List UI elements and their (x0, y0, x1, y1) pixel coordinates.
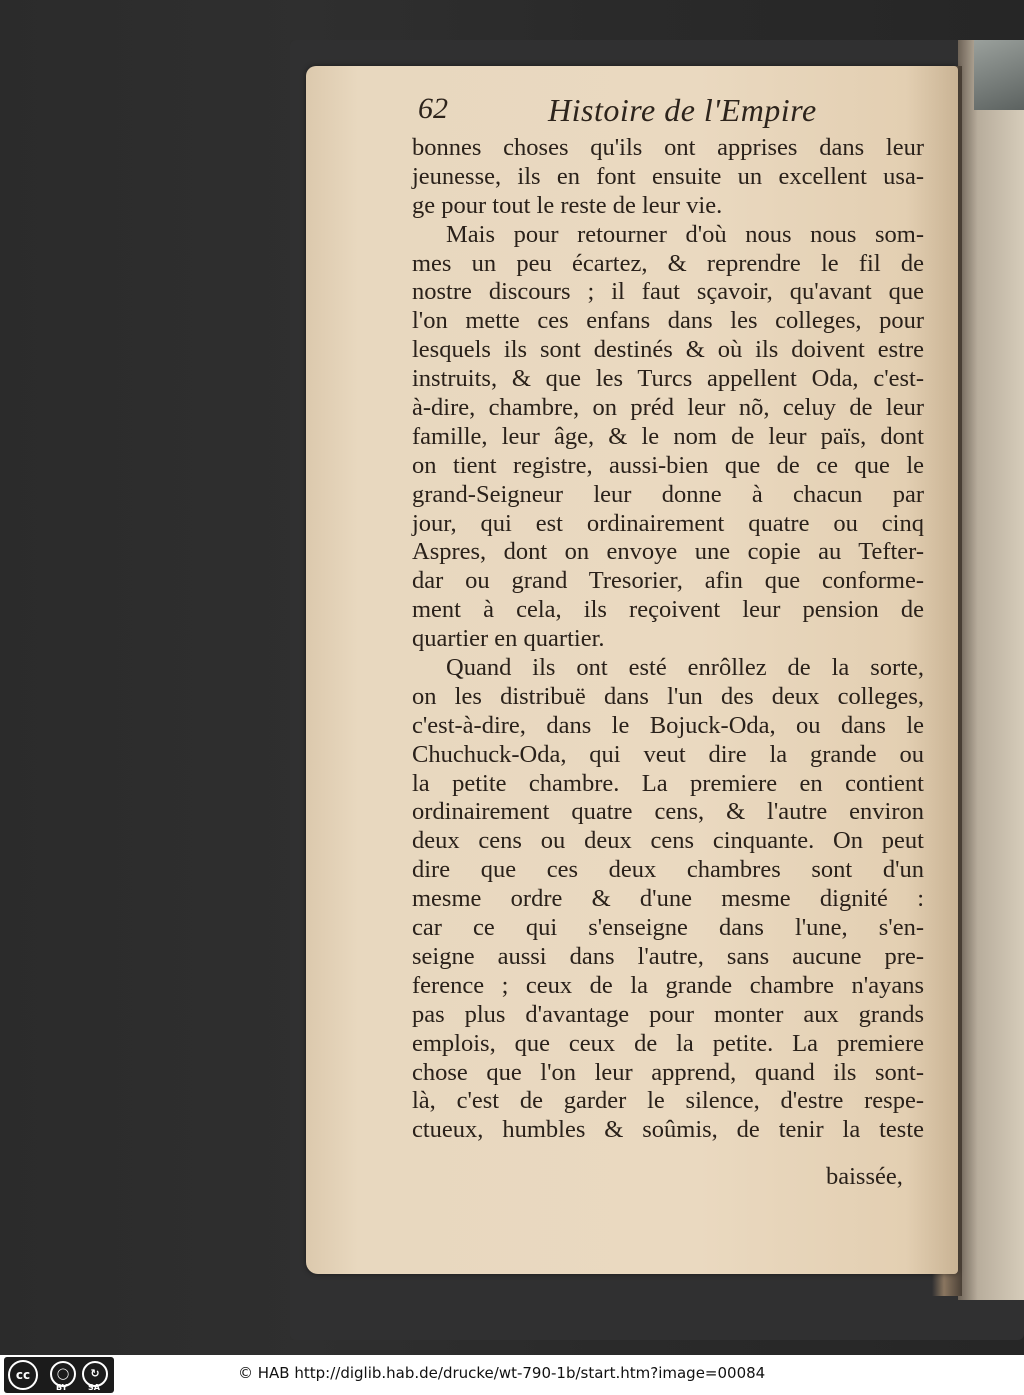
page-header (418, 92, 898, 136)
text-line: mes un peu écartez, & reprendre le fil de (412, 249, 924, 277)
by-label: BY (56, 1383, 68, 1392)
text-line: chose que l'on leur apprend, quand ils sont- (412, 1058, 924, 1086)
text-line: nostre discours ; il faut sçavoir, qu'avant que (412, 278, 924, 306)
text-line: deux cens ou deux cens cinquante. On peut (412, 827, 924, 855)
page-body-text (412, 134, 924, 1145)
by-icon: ◯ (50, 1361, 76, 1387)
text-line: famille, leur âge, & le nom de leur païs, dont (412, 422, 924, 450)
page-number: 62 (418, 92, 448, 125)
credit-link[interactable]: © HAB http://diglib.hab.de/drucke/wt-790-1b/start.htm?image=00084 (238, 1364, 766, 1382)
footer-bar (0, 1355, 1024, 1395)
text-line: grand-Seigneur leur donne à chacun par (412, 480, 924, 508)
text-line: à-dire, chambre, on préd leur nõ, celuy de leur (412, 394, 924, 422)
sa-label: SA (88, 1383, 100, 1392)
text-line: jeunesse, ils en font ensuite un excellent usa- (412, 162, 924, 190)
text-line: car ce qui s'enseigne dans l'une, s'en- (412, 914, 924, 942)
text-line: ge pour tout le reste de leur vie. (412, 191, 723, 219)
text-line: seigne aussi dans l'autre, sans aucune pre- (412, 942, 924, 970)
text-line: Chuchuck-Oda, qui veut dire la grande ou (412, 740, 924, 768)
text-line: là, c'est de garder le silence, d'estre respe- (412, 1087, 924, 1115)
text-line: l'on mette ces enfans dans les colleges, pour (412, 307, 924, 335)
text-line: jour, qui est ordinairement quatre ou cinq (412, 509, 924, 537)
text-line: on les distribuë dans l'un des deux colleges, (412, 682, 924, 710)
text-line: Aspres, dont on envoye une copie au Tefter- (412, 538, 924, 566)
running-title: Histoire de l'Empire (548, 92, 817, 128)
text-line: dire que ces deux chambres sont d'un (412, 856, 924, 884)
text-line: mesme ordre & d'une mesme dignité : (412, 885, 924, 913)
sa-icon: ↻ (82, 1361, 108, 1387)
text-line: lesquels ils sont destinés & où ils doivent estre (412, 336, 924, 364)
text-line: c'est-à-dire, dans le Bojuck-Oda, ou dans le (412, 711, 924, 739)
catchword: baissée, (826, 1163, 903, 1190)
text-line: ordinairement quatre cens, & l'autre environ (412, 798, 924, 826)
text-line: Quand ils ont esté enrôllez de la sorte, (446, 654, 924, 682)
text-line: quartier en quartier. (412, 625, 605, 653)
cc-icon: cc (8, 1360, 38, 1390)
text-line: Mais pour retourner d'où nous nous som- (446, 220, 924, 248)
cc-license-badge[interactable] (4, 1357, 114, 1393)
text-line: ment à cela, ils reçoivent leur pension de (412, 596, 924, 624)
facing-page-edge (958, 40, 1024, 1300)
text-line: la petite chambre. La premiere en contient (412, 769, 924, 797)
corner-tab (974, 40, 1024, 110)
text-line: bonnes choses qu'ils ont apprises dans leur (412, 134, 924, 161)
text-line: pas plus d'avantage pour monter aux grands (412, 1000, 924, 1028)
text-line: ctueux, humbles & soûmis, de tenir la teste (412, 1116, 924, 1144)
text-line: on tient registre, aussi-bien que de ce que le (412, 451, 924, 479)
text-line: instruits, & que les Turcs appellent Oda, c'est- (412, 365, 924, 393)
text-line: ference ; ceux de la grande chambre n'ayans (412, 971, 924, 999)
text-line: dar ou grand Tresorier, afin que conforme- (412, 567, 924, 595)
text-line: emplois, que ceux de la petite. La premiere (412, 1029, 924, 1057)
